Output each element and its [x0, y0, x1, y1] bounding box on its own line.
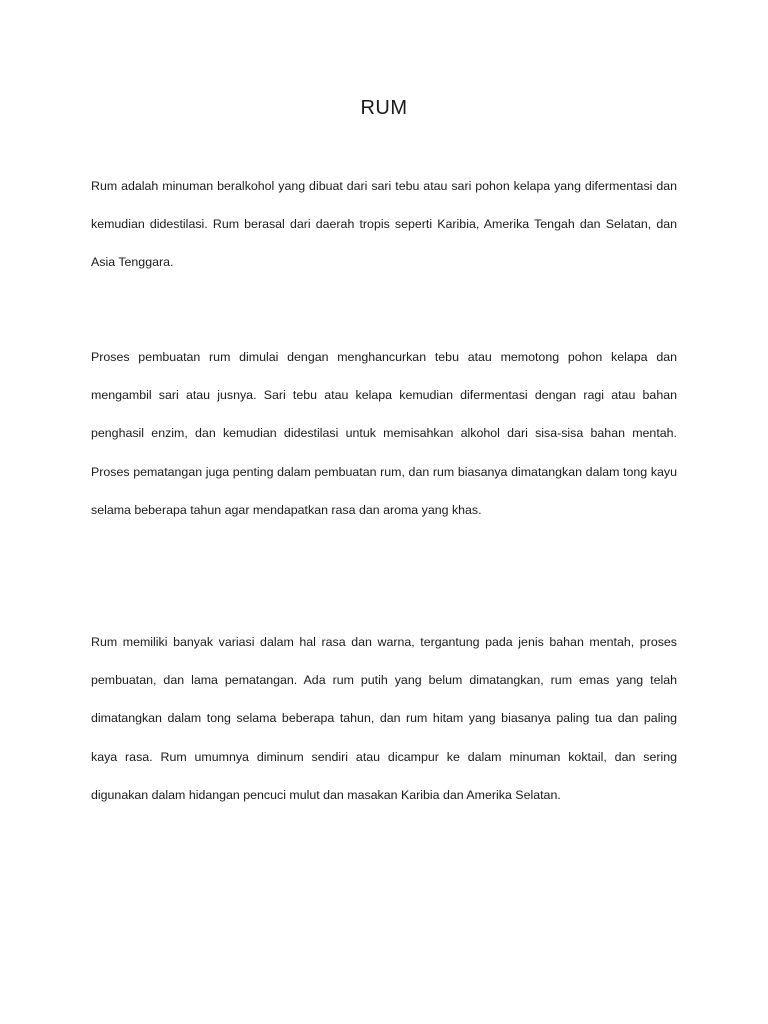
paragraph-variations: Rum memiliki banyak variasi dalam hal rasa dan warna, tergantung pada jenis bahan mentah, proses pembuatan, dan lama pematangan. Ada rum putih yang belum dimatangkan, rum emas yang telah dimatangkan dalam tong selama beberapa tahun, dan rum hitam yang biasanya paling tua dan paling kaya rasa. Rum umumnya diminum sendiri atau dicampur ke dalam minuman koktail, dan sering digunakan dalam hidangan pencuci mulut dan masakan Karibia dan Amerika Selatan. [91, 635, 677, 802]
document-title: RUM [360, 97, 408, 119]
paragraph-process: Proses pembuatan rum dimulai dengan menghancurkan tebu atau memotong pohon kelapa dan mengambil sari atau jusnya. Sari tebu atau kelapa kemudian difermentasi dengan ragi atau bahan penghasil enzim, dan kemudian didestilasi untuk memisahkan alkohol dari sisa-sisa bahan mentah. Proses pematangan juga penting dalam pembuatan rum, dan rum biasanya dimatangkan dalam tong kayu selama beberapa tahun agar mendapatkan rasa dan aroma yang khas. [91, 350, 677, 517]
paragraph-intro: Rum adalah minuman beralkohol yang dibuat dari sari tebu atau sari pohon kelapa yang difermentasi dan kemudian didestilasi. Rum berasal dari daerah tropis seperti Karibia, Amerika Tengah dan Selatan, dan Asia Tenggara. [91, 179, 677, 270]
